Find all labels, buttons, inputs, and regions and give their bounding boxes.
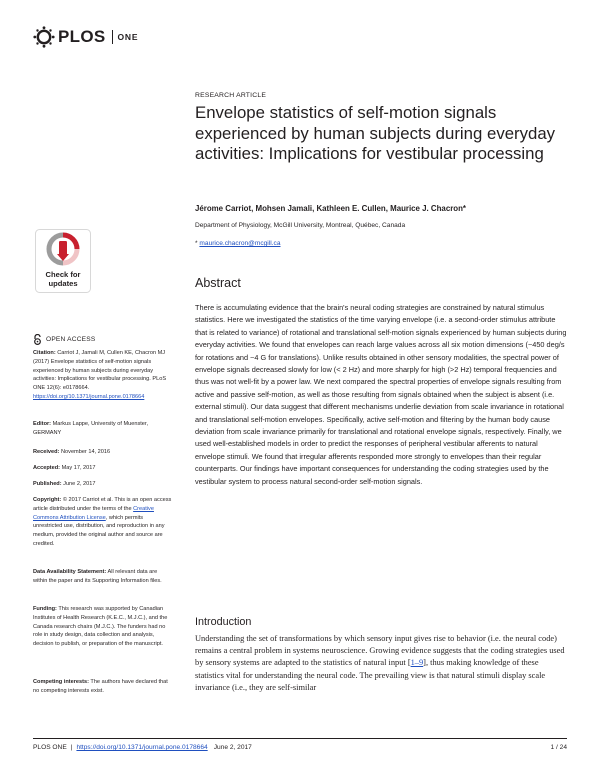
copyright-text-1: © 2017 Carriot et al. This is an open access article distributed under the terms of the bbox=[33, 497, 172, 512]
abstract-text: There is accumulating evidence that the brain's neural coding strategies are constrained by natural stimulus statistics. Here we investigated the statistics of the time varying envelope (i.e. a second-order stimulus attribute that is related to variance) of rotational and translational self-motion signals experienced by human subjects during everyday activities. We found that envelopes can reach large values across all six motion dimensions (~450 deg/s for rotations and ~4 G for translations). Unlike results obtained in other sensory modalities, the spectral power of envelope signals decreased slowly for low (< 2 Hz) and more sharply for high (>2 Hz) temporal frequencies and thus was not well-fit by a power law. We next compared the spectral properties of envelope signals resulting from active and passive self-motion, as well as those resulting from signals obtained when the subject is absent (i.e. external stimuli). Our data suggest that different mechanisms underlie deviation from scale invariance in rotational and translational self-motion envelopes. Specifically, active self-motion and filtering by the human body cause deviation from scale invariance primarily for translational and rotational envelope signals, respectively. Finally, we used well-established models in order to predict the responses of peripheral vestibular afferents to natural envelope stimuli. We found that irregular afferents responded more strongly to envelopes than their regular counterparts. Our findings have important consequences for understanding the coding strategies used by the vestibular system to process natural second-order self-motion signals. bbox=[195, 303, 567, 486]
open-access-label bbox=[33, 334, 95, 345]
received-label: Received: bbox=[33, 449, 60, 455]
received-block bbox=[33, 448, 173, 457]
author-list: Jérome Carriot, Mohsen Jamali, Kathleen E. Cullen, Maurice J. Chacron* bbox=[195, 204, 466, 213]
journal-name: ONE bbox=[117, 32, 139, 42]
introduction-text bbox=[195, 633, 567, 694]
funding-block bbox=[33, 605, 173, 649]
license-link[interactable]: Creative Commons Attribution License bbox=[33, 505, 154, 521]
intro-text-part-2: ], thus making knowledge of these statistics vital for understanding the neural code. The prevailing view is that natural stimuli display scale invariance (i.e., they are self-similar bbox=[195, 658, 546, 692]
editor-text: Markus Lappe, University of Muenster, GERMANY bbox=[33, 421, 149, 436]
data-availability-text: All relevant data are within the paper and its Supporting Information files. bbox=[33, 569, 162, 584]
citation-block bbox=[33, 349, 173, 402]
published-block bbox=[33, 480, 173, 489]
editor-block bbox=[33, 420, 173, 438]
copyright-label: Copyright: bbox=[33, 497, 62, 503]
journal-logo bbox=[33, 27, 138, 47]
citation-label: Citation: bbox=[33, 350, 56, 356]
footer-doi-link[interactable]: https://doi.org/10.1371/journal.pone.0178664 bbox=[76, 744, 208, 751]
received-date: November 14, 2016 bbox=[59, 449, 111, 455]
badge-line-1: Check for bbox=[45, 270, 81, 279]
email-marker: * bbox=[195, 240, 200, 247]
competing-interests-label: Competing interests: bbox=[33, 679, 89, 685]
open-lock-icon bbox=[33, 334, 42, 345]
affiliation: Department of Physiology, McGill University, Montreal, Québec, Canada bbox=[195, 222, 406, 229]
check-for-updates-badge[interactable] bbox=[35, 229, 91, 293]
open-access-text: OPEN ACCESS bbox=[46, 336, 96, 343]
published-label: Published: bbox=[33, 481, 62, 487]
footer-separator: | bbox=[70, 744, 73, 751]
data-availability-block bbox=[33, 568, 173, 586]
page-number: 1 / 24 bbox=[550, 744, 567, 751]
funding-text: This research was supported by Canadian Institutes of Health Research (K.E.C., M.J.C.), and the Canada research chairs (M.J.C.). The funders had no role in study design, data collection and analysis, decision to publish, or preparation of the manuscript. bbox=[33, 606, 168, 648]
competing-interests-block bbox=[33, 678, 173, 696]
copyright-block bbox=[33, 496, 173, 549]
copyright-text-2: , which permits unrestricted use, distribution, and reproduction in any medium, provided the original author and source are credited. bbox=[33, 514, 165, 547]
accepted-label: Accepted: bbox=[33, 465, 61, 471]
data-availability-label: Data Availability Statement: bbox=[33, 569, 107, 575]
abstract-heading: Abstract bbox=[195, 276, 241, 290]
badge-line-2: updates bbox=[48, 279, 78, 288]
funding-label: Funding: bbox=[33, 606, 57, 612]
citation-text: Carriot J, Jamali M, Cullen KE, Chacron MJ (2017) Envelope statistics of self-motion signals experienced by human subjects during everyday activities: Implications for vestibular processing. PLoS ONE 12(6): e0178664. bbox=[33, 350, 167, 392]
introduction-heading: Introduction bbox=[195, 616, 252, 628]
accepted-block bbox=[33, 464, 173, 473]
footer-journal: PLOS ONE bbox=[33, 744, 67, 751]
footer-citation bbox=[33, 744, 252, 751]
plos-logo-icon bbox=[33, 26, 55, 48]
intro-text-part-1: Understanding the set of transformations by which sensory input gives rise to behavior (i.e. the neural code) remains a central problem in systems neuroscience. Growing evidence suggests that the coding strategies used by sensory systems are adapted to the statistics of natural input [ bbox=[195, 634, 565, 668]
article-type: RESEARCH ARTICLE bbox=[195, 92, 267, 99]
corresponding-email bbox=[195, 240, 281, 247]
article-title: Envelope statistics of self-motion signals experienced by human subjects during everyday activities: Implications for vestibular processing bbox=[195, 103, 556, 163]
editor-label: Editor: bbox=[33, 421, 52, 427]
brand-name: PLOS bbox=[58, 27, 106, 46]
footer-rule bbox=[33, 738, 567, 739]
check-updates-icon bbox=[35, 229, 91, 293]
email-link[interactable]: maurice.chacron@mcgill.ca bbox=[199, 240, 281, 247]
footer-date: June 2, 2017 bbox=[213, 744, 252, 751]
competing-interests-text: The authors have declared that no competing interests exist. bbox=[33, 679, 168, 694]
logo-divider bbox=[112, 30, 113, 44]
citation-doi-link[interactable]: https://doi.org/10.1371/journal.pone.0178664 bbox=[33, 393, 145, 400]
reference-link[interactable]: 1–9 bbox=[410, 658, 424, 668]
published-date: June 2, 2017 bbox=[61, 481, 96, 487]
accepted-date: May 17, 2017 bbox=[60, 465, 96, 471]
